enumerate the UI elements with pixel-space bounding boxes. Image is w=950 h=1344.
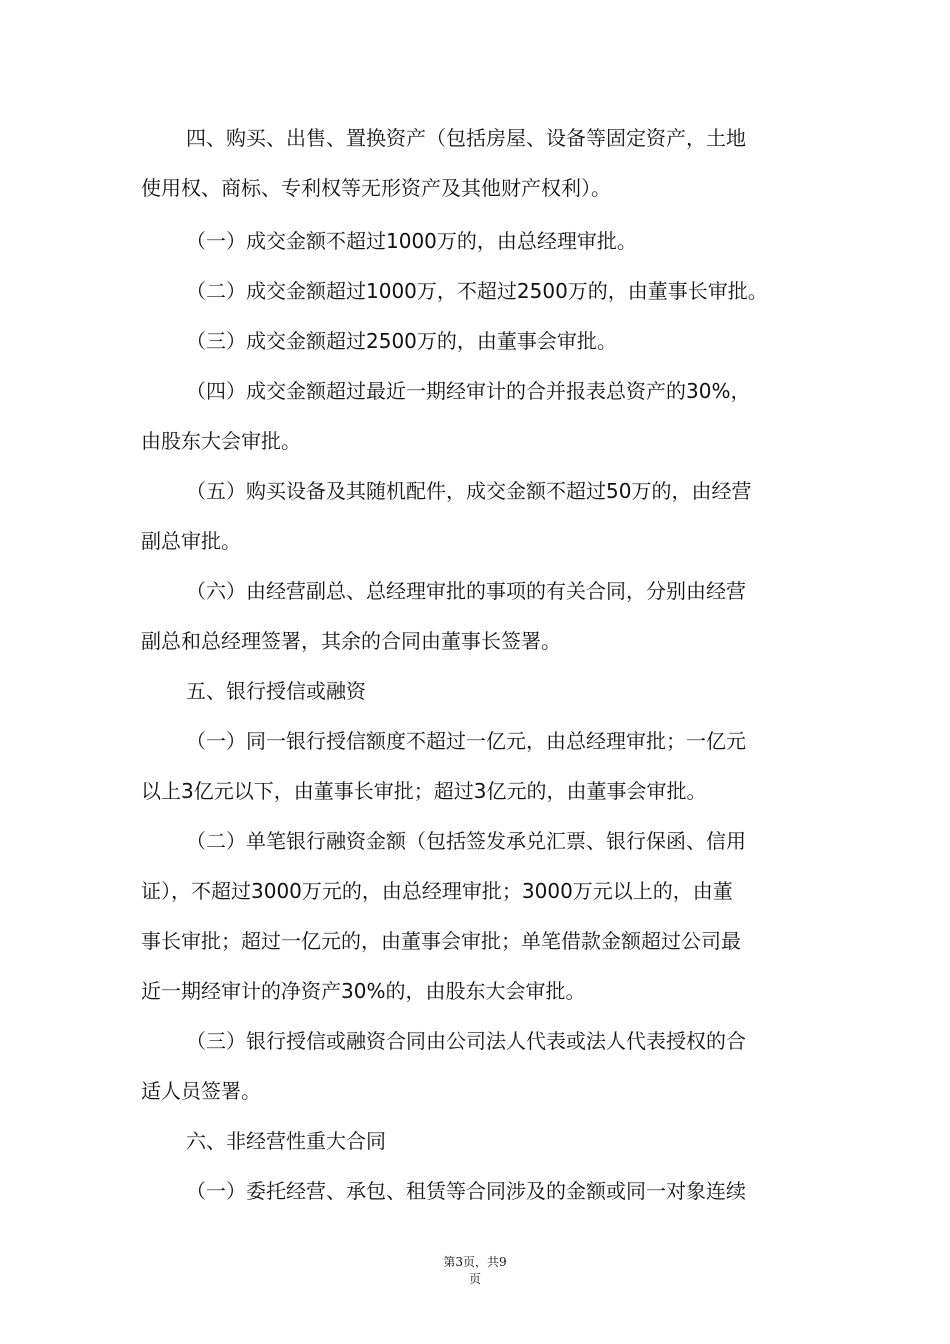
text-line: 证），不超过3000万元的，由总经理审批；3000万元以上的，由董 xyxy=(141,879,733,903)
text-line: 适人员签署。 xyxy=(141,1079,261,1103)
text-line: （六）由经营副总、总经理审批的事项的有关合同，分别由经营 xyxy=(186,579,746,603)
section-heading: 五、银行授信或融资 xyxy=(186,679,366,703)
text-line: （一）成交金额不超过1000万的，由总经理审批。 xyxy=(186,229,637,253)
text-line: 事长审批；超过一亿元的，由董事会审批；单笔借款金额超过公司最 xyxy=(141,929,741,953)
text-line: （二）单笔银行融资金额（包括签发承兑汇票、银行保函、信用 xyxy=(186,829,746,853)
text-line: 以上3亿元以下，由董事长审批；超过3亿元的，由董事会审批。 xyxy=(141,779,707,803)
text-line: （五）购买设备及其随机配件，成交金额不超过50万的，由经营 xyxy=(186,479,752,503)
text-line: 副总审批。 xyxy=(141,529,241,553)
text-line: （一）委托经营、承包、租赁等合同涉及的金额或同一对象连续 xyxy=(186,1179,746,1203)
text-line: 近一期经审计的净资产30%的，由股东大会审批。 xyxy=(141,979,586,1003)
page-number-continued: 页 xyxy=(468,1272,481,1286)
text-line: 由股东大会审批。 xyxy=(141,429,301,453)
text-line: （三）银行授信或融资合同由公司法人代表或法人代表授权的合 xyxy=(186,1029,746,1053)
text-line: 四、购买、出售、置换资产（包括房屋、设备等固定资产，土地 xyxy=(186,126,746,150)
section-heading: 六、非经营性重大合同 xyxy=(186,1129,386,1153)
text-line: （二）成交金额超过1000万，不超过2500万的，由董事长审批。 xyxy=(186,279,768,303)
text-line: （一）同一银行授信额度不超过一亿元，由总经理审批；一亿元 xyxy=(186,729,746,753)
text-line: 使用权、商标、专利权等无形资产及其他财产权利）。 xyxy=(141,176,611,200)
text-line: （三）成交金额超过2500万的，由董事会审批。 xyxy=(186,329,617,353)
page-number: 第3页，共9 xyxy=(443,1255,507,1269)
text-line: 副总和总经理签署，其余的合同由董事长签署。 xyxy=(141,629,561,653)
text-line: （四）成交金额超过最近一期经审计的合并报表总资产的30%， xyxy=(186,379,751,403)
